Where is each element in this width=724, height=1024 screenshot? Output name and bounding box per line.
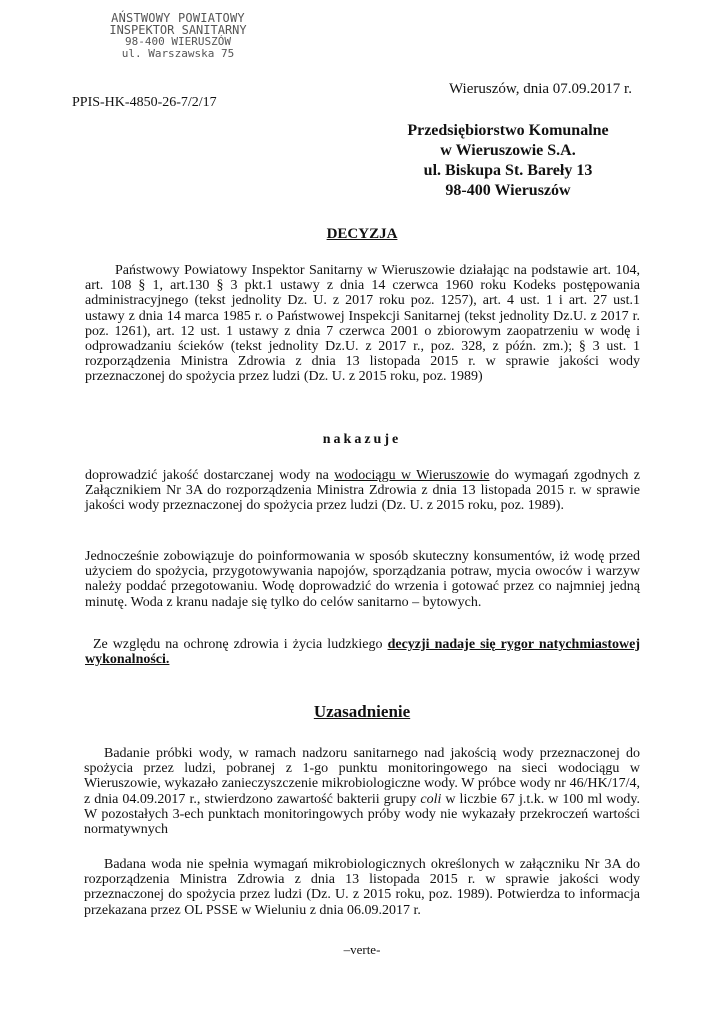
rigor-text: Ze względu na ochronę zdrowia i życia ludzkiego bbox=[93, 637, 388, 652]
justification-text-start: Badanie próbki wody, w ramach nadzoru sanitarnego nad jakością wody przeznaczonej do spożycia przez ludzi, pobranej z 1-go punktu monitoringowego na sieci wodociągu w Wieruszowie, wykazało zanieczyszczenie mikrobiologiczne wody. W próbce wody nr 46/HK/17/4, z dnia 04.09.2017 r., stwierdzono zawartość bakterii grupy bbox=[84, 746, 640, 807]
rigor-paragraph bbox=[85, 637, 640, 667]
addressee-company: Przedsiębiorstwo Komunalne bbox=[407, 122, 609, 139]
justification-paragraph-1 bbox=[84, 746, 640, 837]
reference-number: PPIS-HK-4850-26-7/2/17 bbox=[72, 95, 217, 110]
order-water-supply: wodociągu w Wieruszowie bbox=[334, 468, 490, 483]
page-turn-note: –verte- bbox=[343, 942, 381, 957]
order-paragraph bbox=[85, 468, 640, 514]
stamp-line-postcode: 98-400 WIERUSZÓW bbox=[125, 35, 231, 48]
legal-basis-paragraph: Państwowy Powiatowy Inspektor Sanitarny w Wieruszowie działając na podstawie art. 104, art. 108 § 1, art.130 § 3 pkt.1 ustawy z dnia 14 czerwca 1960 roku Kodeks postępowania administracyjnego (tekst jednolity Dz. U. z 2017 roku poz. 1257), art. 4 ust. 1 i art. 27 ust.1 ustawy z dnia 14 marca 1985 r. o Państwowej Inspekcji Sanitarnej (tekst jednolity Dz.U. z 2017 r. poz. 1261), art. 12 ust. 1 ustawy z dnia 7 czerwca 2001 o zbiorowym zaopatrzeniu w wodę i odprowadzaniu ścieków (tekst jednolity Dz.U. z 2017 r., poz. 328, z późn. zm.); § 3 ust. 1 rozporządzenia Ministra Zdrowia z dnia 13 listopada 2015 r. w sprawie jakości wody przeznaczonej do spożycia przez ludzi (Dz. U. z 2015 roku, poz. 1989) bbox=[85, 263, 640, 385]
orders-heading: nakazuje bbox=[322, 432, 402, 447]
addressee-city: w Wieruszowie S.A. bbox=[440, 142, 576, 159]
addressee-postcode: 98-400 Wieruszów bbox=[445, 182, 571, 199]
addressee-block bbox=[378, 121, 638, 201]
stamp-line-office: AŃSTWOWY POWIATOWY bbox=[111, 11, 245, 25]
bacteria-name: coli bbox=[420, 791, 442, 807]
office-stamp bbox=[88, 12, 268, 60]
justification-paragraph-2: Badana woda nie spełnia wymagań mikrobiologicznych określonych w załączniku Nr 3A do rozporządzenia Ministra Zdrowia z dnia 13 listopada 2015 r. w sprawie jakości wody przeznaczonej do spożycia przez ludzi (Dz. U. z 2015 roku, poz. 1989). Potwierdza to informacja przekazana przez OL PSSE w Wieluniu z dnia 06.09.2017 r. bbox=[84, 857, 640, 918]
addressee-street: ul. Biskupa St. Barełу 13 bbox=[423, 162, 593, 179]
stamp-line-street: ul. Warszawska 75 bbox=[121, 47, 235, 60]
rigor-emphasis: decyzji nadaje się rygor natychmiastowej wykonalności. bbox=[85, 637, 640, 668]
decision-title: DECYZJA bbox=[326, 226, 398, 242]
document-date: Wieruszów, dnia 07.09.2017 r. bbox=[449, 81, 632, 97]
justification-title: Uzasadnienie bbox=[313, 702, 411, 721]
stamp-line-inspector: INSPEKTOR SANITARNY bbox=[109, 23, 247, 37]
consumer-notice-paragraph: Jednocześnie zobowiązuje do poinformowania w sposób skuteczny konsumentów, iż wodę przed użyciem do spożycia, przygotowywania napojów, sporządzania potraw, mycia owoców i warzyw należy poddać przegotowaniu. Wodę doprowadzić do wrzenia i gotować przez co najmniej jedną minutę. Woda z kranu nadaje się tylko do celów sanitarno – bytowych. bbox=[85, 549, 640, 610]
order-text-start: doprowadzić jakość dostarczanej wody na bbox=[85, 468, 335, 483]
order-text-end: do wymagań zgodnych z Załącznikiem Nr 3A do rozporządzenia Ministra Zdrowia z dnia 13 listopada 2015 r. w sprawie jakości wody przeznaczonej do spożycia przez ludzi (Dz. U. z 2015 roku, poz. 1989). bbox=[85, 468, 640, 514]
justification-text-end: w liczbie 67 j.t.k. w 100 ml wody. W pozostałych 3-ech punktach monitoringowych próby wody nie wykazały przekroczeń wartości normatywnych bbox=[84, 791, 640, 838]
